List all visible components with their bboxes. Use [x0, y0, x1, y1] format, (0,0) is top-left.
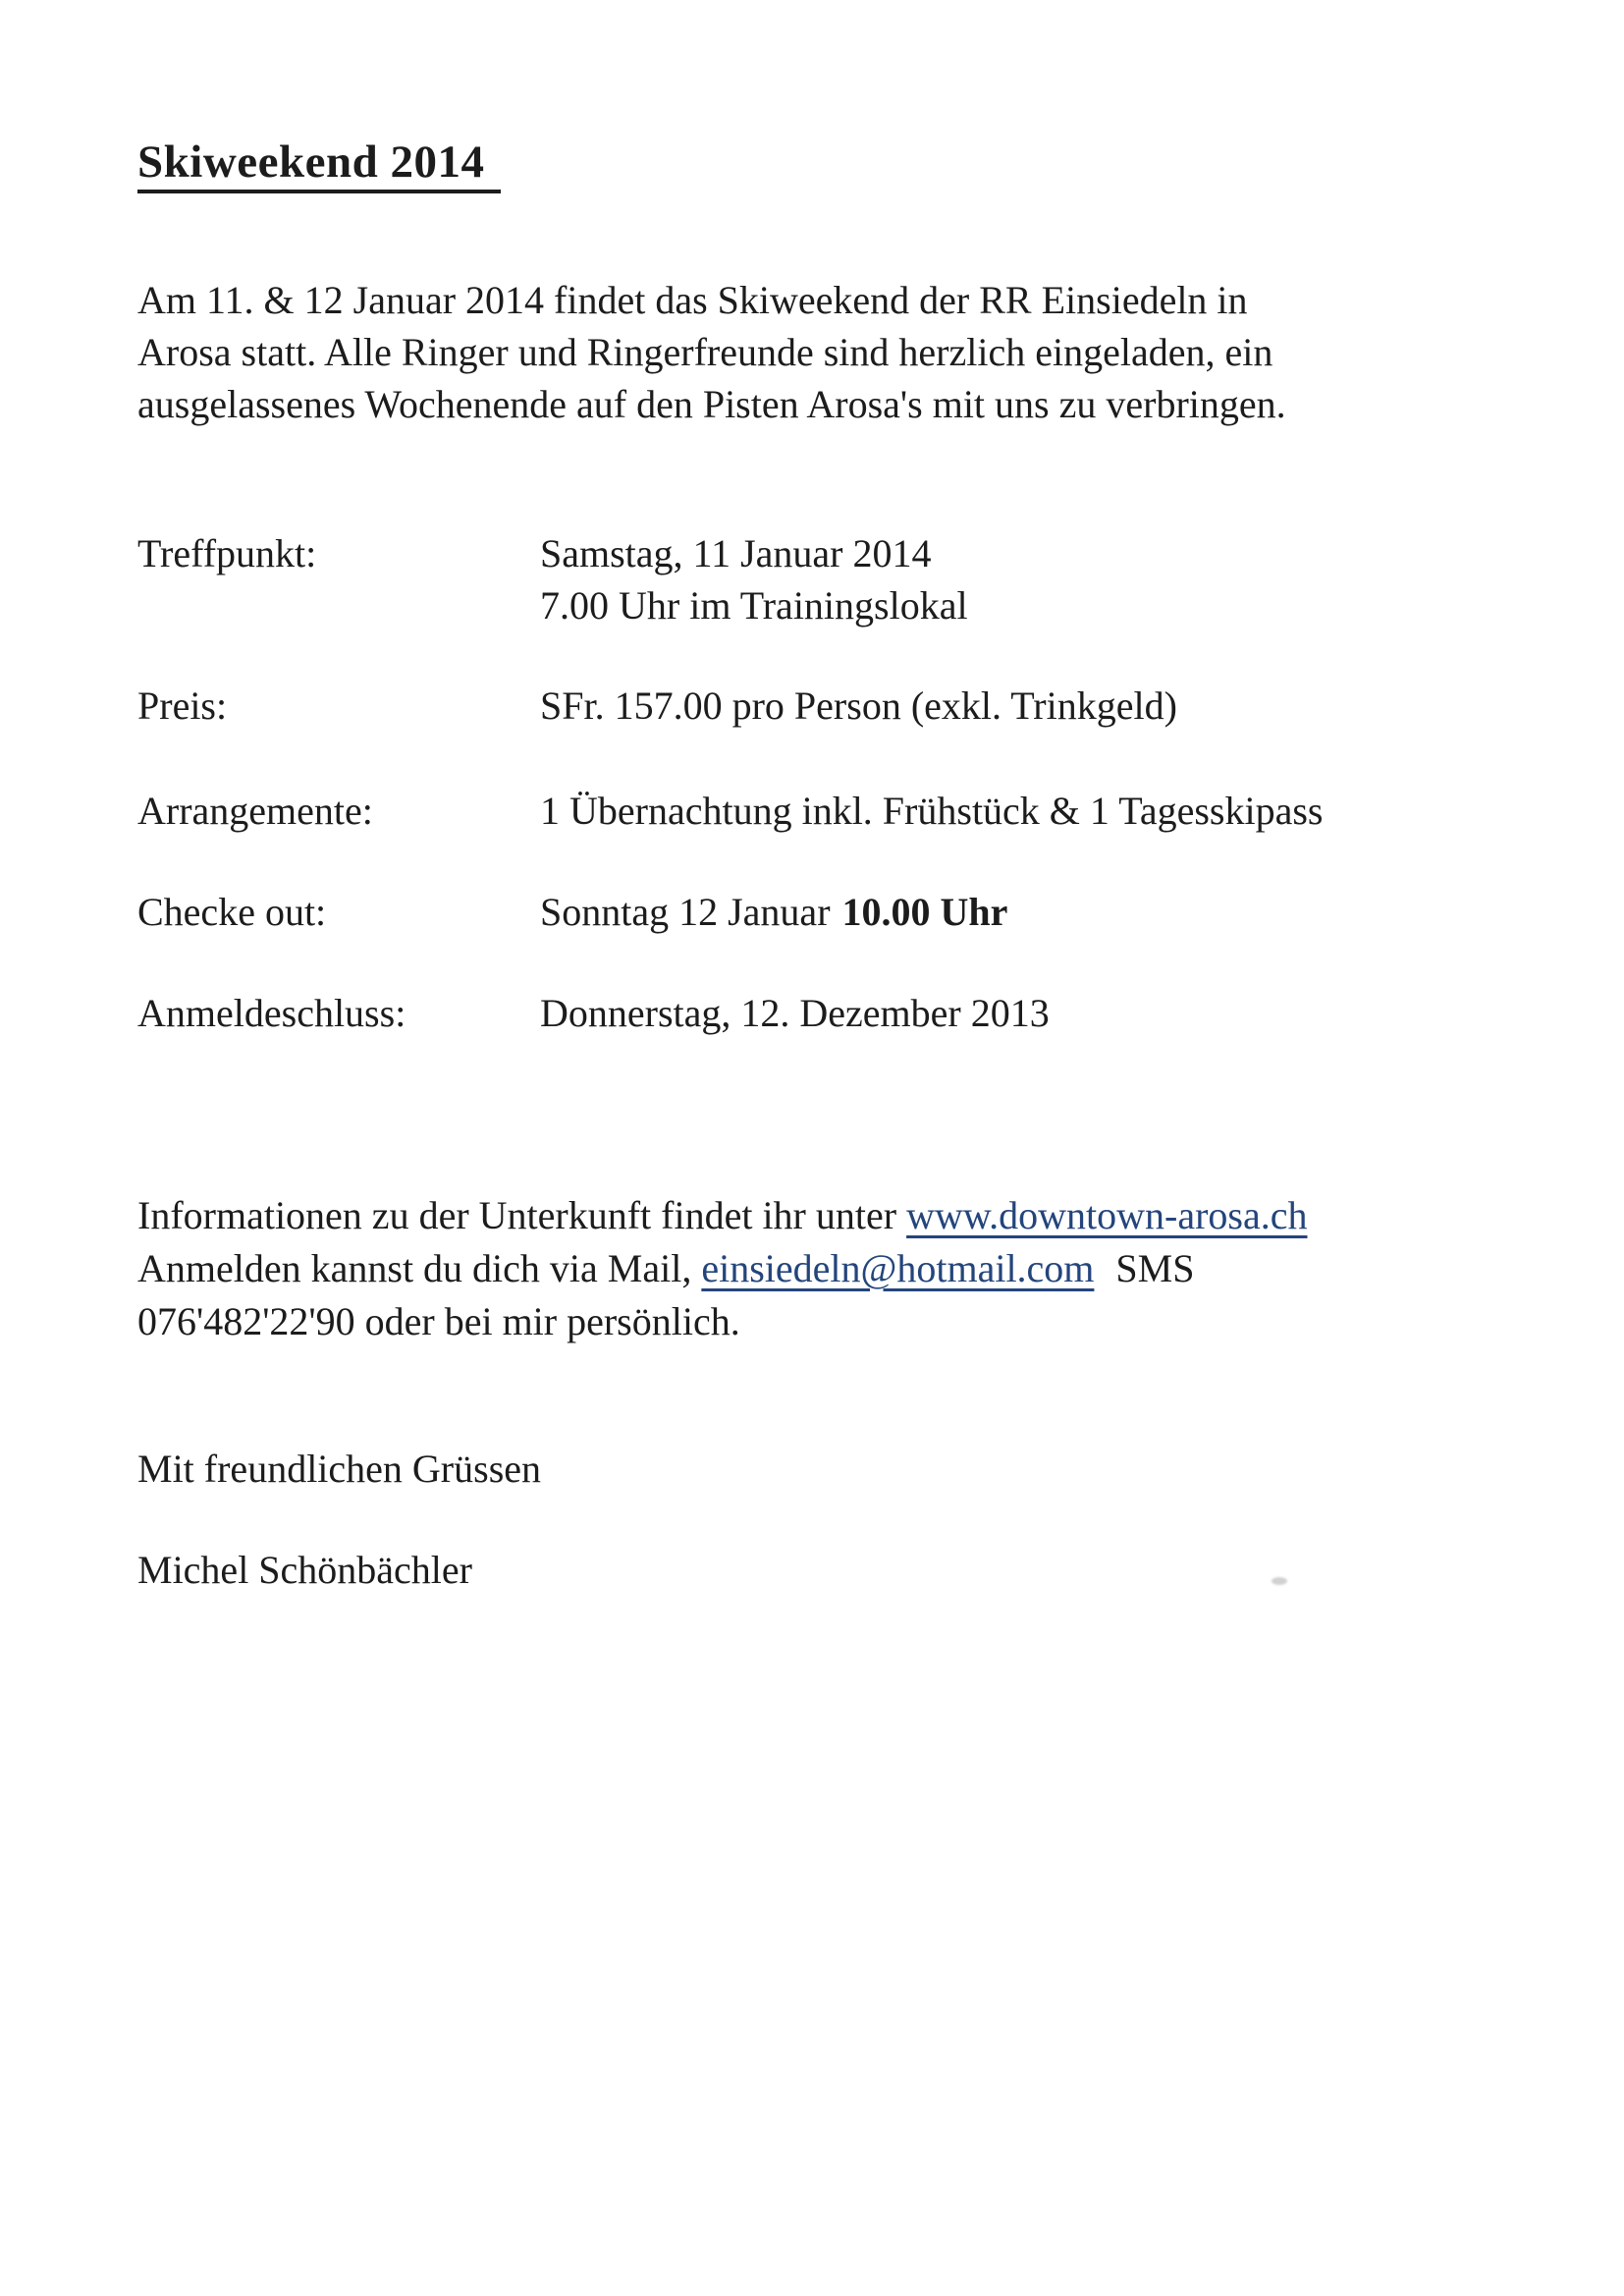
info-text: Informationen zu der Unterkunft findet ihr unter [137, 1193, 907, 1237]
detail-value [540, 527, 968, 631]
detail-label: Arrangemente: [137, 789, 373, 833]
detail-value-text: Sonntag 12 Januar [540, 890, 831, 934]
intro-line: ausgelassenes Wochenende auf den Pisten Arosa's mit uns zu verbringen. [137, 382, 1286, 426]
detail-value: 1 Übernachtung inkl. Frühstück & 1 Tagesskipass [540, 789, 1324, 833]
detail-value: SFr. 157.00 pro Person (exkl. Trinkgeld) [540, 683, 1177, 728]
detail-label: Checke out: [137, 890, 327, 934]
detail-value [540, 886, 1007, 938]
info-line-2 [137, 1242, 1308, 1295]
detail-label: Preis: [137, 683, 228, 728]
closing-salutation: Mit freundlichen Grüssen [137, 1447, 542, 1491]
accommodation-link[interactable]: www.downtown-arosa.ch [906, 1193, 1308, 1237]
info-text: Anmelden kannst du dich via Mail, [137, 1246, 702, 1290]
detail-row-arrangemente [137, 785, 1323, 837]
info-paragraph [137, 1189, 1308, 1348]
scan-artifact-dot [1272, 1577, 1287, 1585]
detail-value-line: 7.00 Uhr im Trainingslokal [540, 583, 968, 628]
intro-paragraph [137, 274, 1286, 430]
intro-line: Arosa statt. Alle Ringer und Ringerfreunde sind herzlich eingeladen, ein [137, 330, 1273, 374]
detail-row-treffpunkt [137, 527, 968, 631]
detail-row-preis [137, 680, 1177, 732]
intro-line: Am 11. & 12 Januar 2014 findet das Skiweekend der RR Einsiedeln in [137, 278, 1248, 322]
document-title: Skiweekend 2014 [137, 136, 501, 193]
detail-row-anmeldeschluss [137, 987, 1050, 1039]
detail-value-bold-time: 10.00 Uhr [841, 890, 1008, 934]
detail-row-checke-out [137, 886, 1007, 938]
sms-label: SMS [1115, 1246, 1195, 1290]
signature-name: Michel Schönbächler [137, 1548, 472, 1592]
phone-number-text: 076'482'22'90 oder bei mir persönlich. [137, 1299, 740, 1343]
detail-value: Donnerstag, 12. Dezember 2013 [540, 991, 1050, 1035]
detail-label: Treffpunkt: [137, 531, 317, 575]
detail-label: Anmeldeschluss: [137, 991, 406, 1035]
detail-value-line: Samstag, 11 Januar 2014 [540, 531, 932, 575]
info-line-1 [137, 1189, 1308, 1242]
info-line-3 [137, 1295, 1308, 1348]
email-link[interactable]: einsiedeln@hotmail.com [701, 1246, 1095, 1290]
